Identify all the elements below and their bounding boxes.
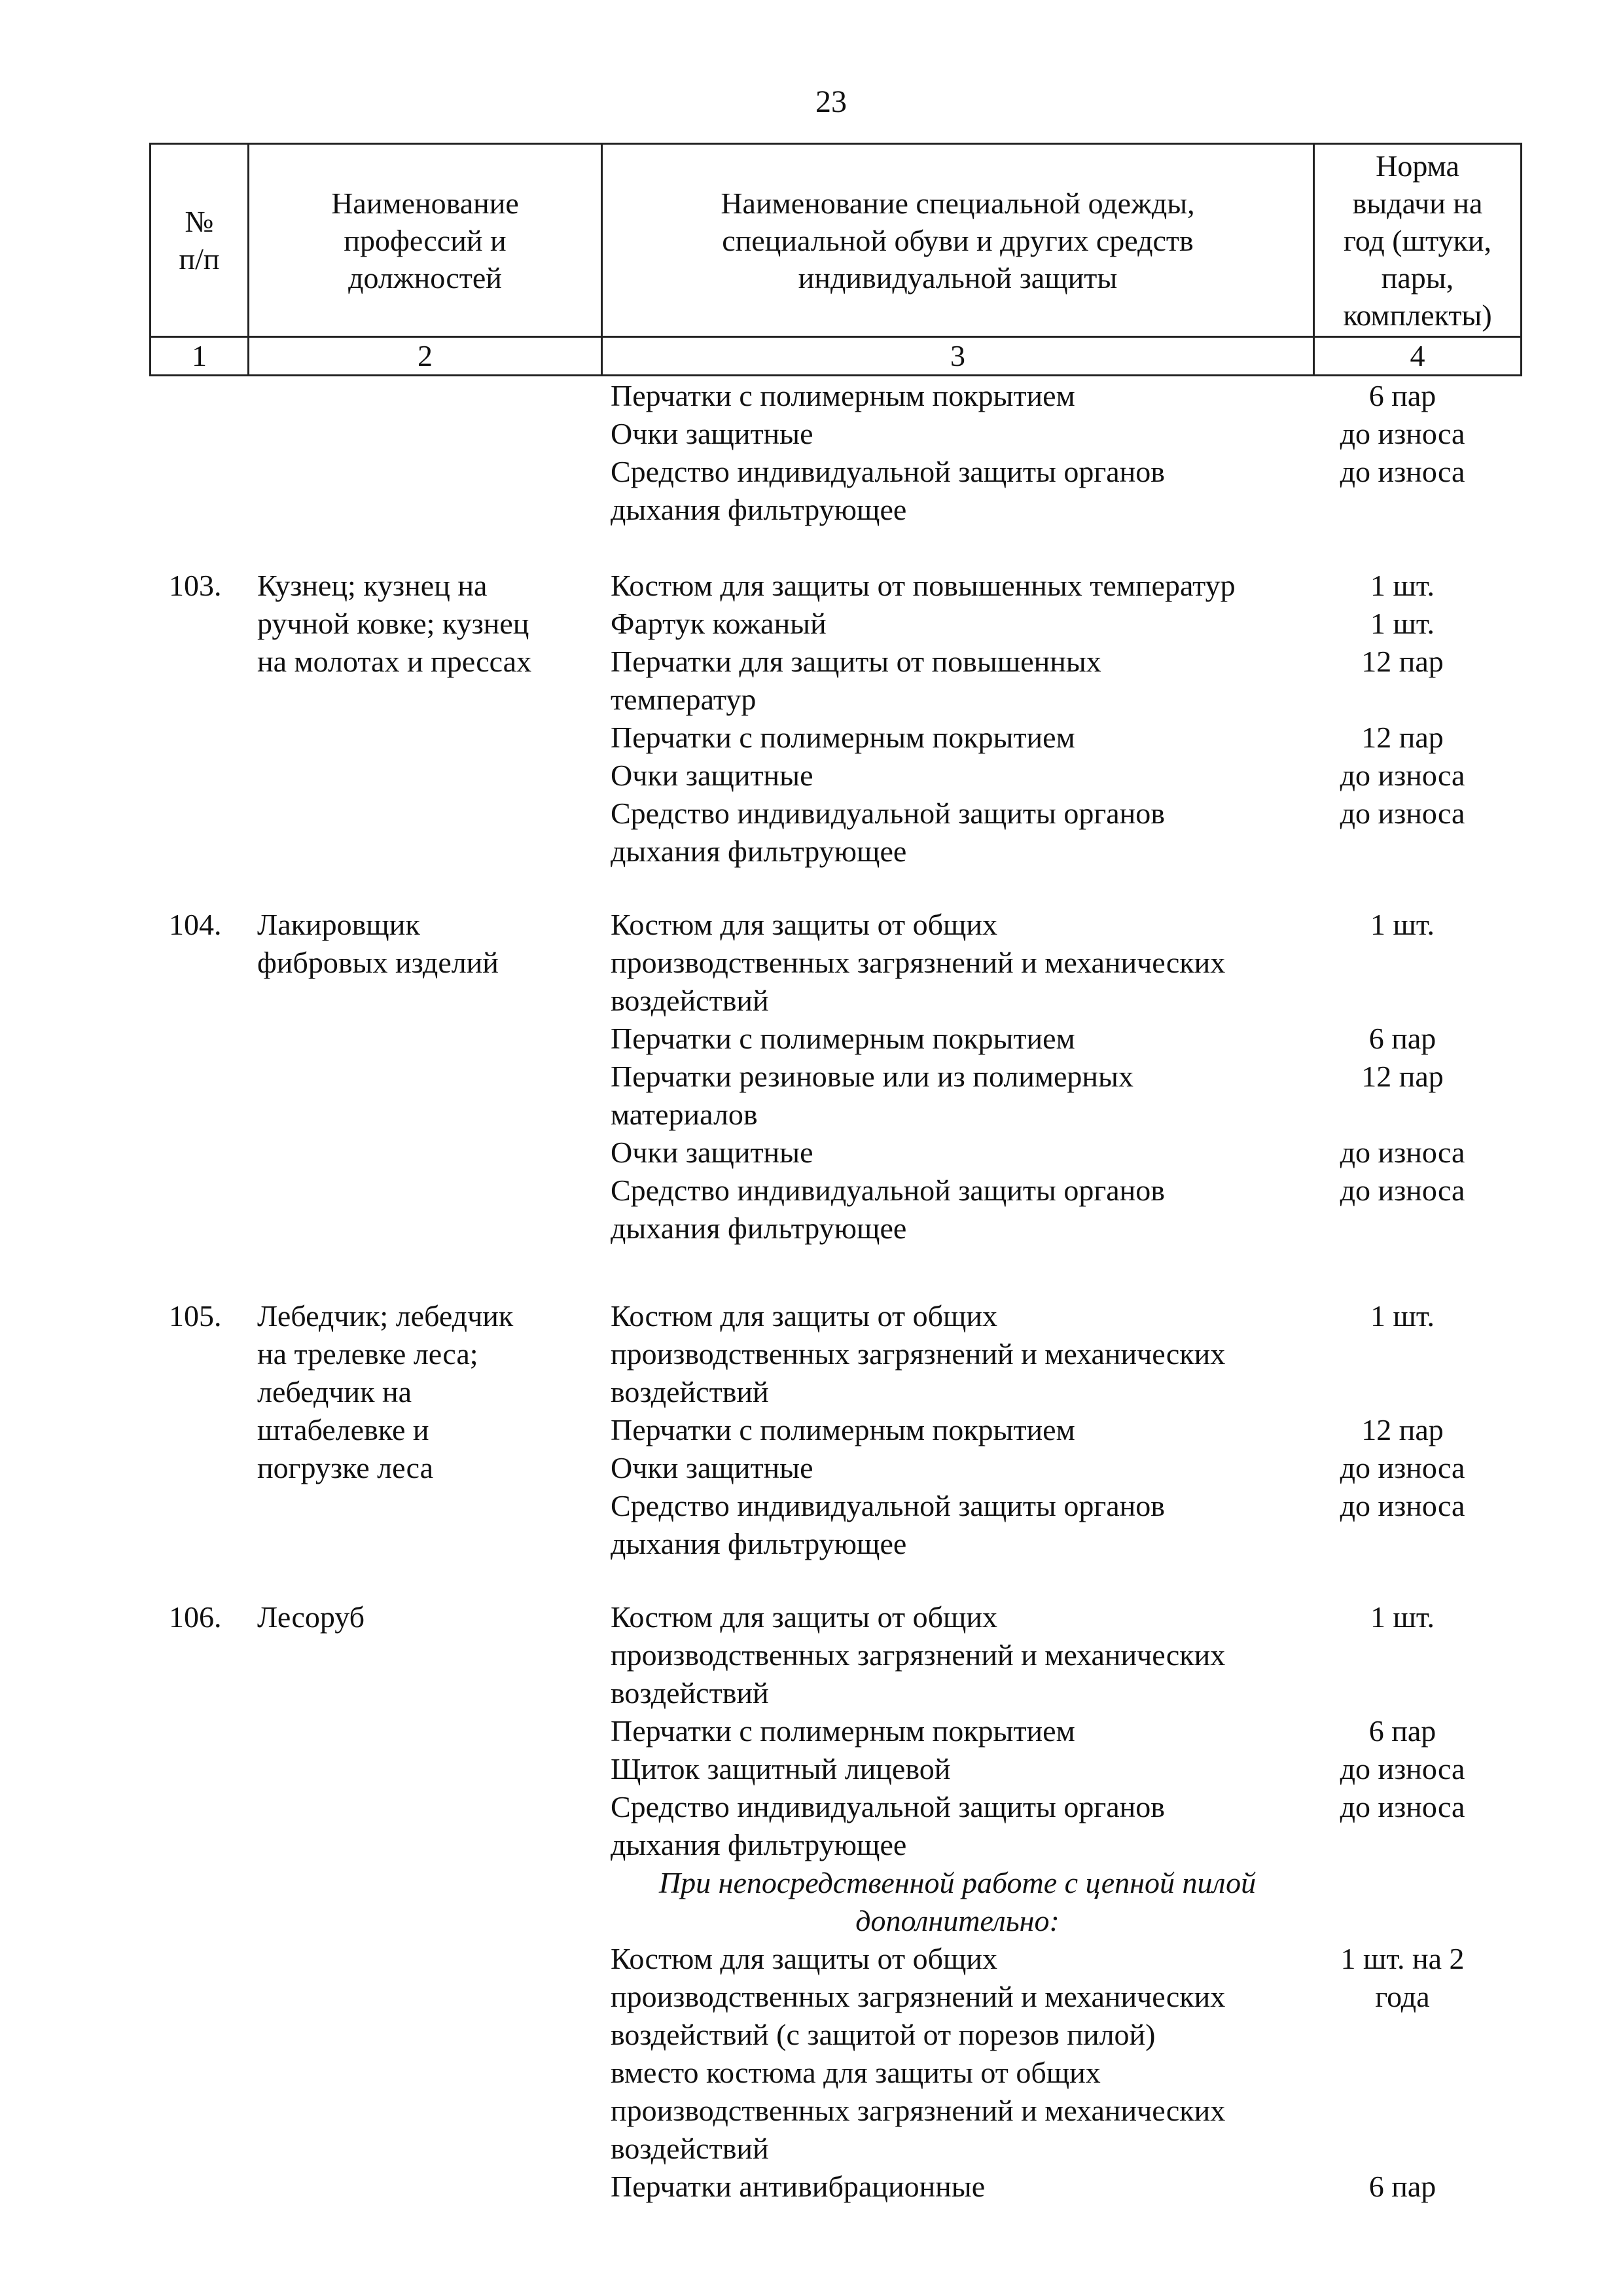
issue-norm: до износа: [1340, 1451, 1465, 1484]
issue-norm: 6 пар: [1368, 1714, 1436, 1748]
equipment-name-line: Средство индивидуальной защиты органов: [611, 1174, 1165, 1207]
equipment-name: [611, 1487, 1304, 1563]
equipment-name-line: Средство индивидуальной защиты органов: [611, 797, 1165, 830]
equipment-name: [611, 453, 1304, 529]
equipment-item: [611, 1297, 1527, 1411]
issue-norm: 12 пар: [1361, 1413, 1444, 1446]
equipment-name-line: Перчатки для защиты от повышенных: [611, 645, 1101, 678]
issue-norm: до износа: [1340, 1752, 1465, 1785]
equipment-name: [611, 377, 1304, 415]
issue-norm: 6 пар: [1368, 379, 1436, 412]
profession-line: лебедчик на: [257, 1375, 412, 1408]
equipment-name-line: Перчатки антивибрационные: [611, 2170, 986, 2203]
equipment-name-line: Средство индивидуальной защиты органов: [611, 1790, 1165, 1823]
equipment-item: [611, 1449, 1527, 1487]
issue-norm: до износа: [1340, 417, 1465, 450]
equipment-name-line: вместо костюма для защиты от общих: [611, 2056, 1101, 2089]
equipment-name-line: воздействий: [611, 984, 769, 1017]
equipment-name-line: дыхания фильтрующее: [611, 1527, 907, 1560]
issue-norm: [1304, 1940, 1501, 2168]
equipment-name-line: дыхания фильтрующее: [611, 1828, 907, 1861]
equipment-list: [611, 567, 1527, 870]
issue-norm: 12 пар: [1361, 1060, 1444, 1093]
profession-line: штабелевке и: [257, 1413, 429, 1446]
equipment-item: [611, 2168, 1527, 2206]
issue-norm: до износа: [1340, 455, 1465, 488]
issue-norm: до износа: [1340, 1489, 1465, 1522]
equipment-name: [611, 1172, 1304, 1247]
profession-line: Лебедчик; лебедчик: [257, 1299, 514, 1333]
equipment-item: [611, 1788, 1527, 1864]
issue-norm-line: года: [1375, 1980, 1430, 2013]
issue-norm: 12 пар: [1361, 721, 1444, 754]
issue-norm: 1 шт.: [1370, 908, 1435, 941]
equipment-name-line: Очки защитные: [611, 759, 813, 792]
profession-name: [257, 1598, 597, 1636]
row-number: 105.: [169, 1299, 222, 1333]
equipment-item: [611, 906, 1527, 1020]
condition-note: [611, 1864, 1304, 1940]
profession-line: на трелевке леса;: [257, 1337, 478, 1371]
profession-line: на молотах и прессах: [257, 645, 532, 678]
equipment-name-line: дыхания фильтрующее: [611, 1211, 907, 1245]
equipment-name: [611, 1712, 1304, 1750]
equipment-name: [611, 643, 1304, 719]
equipment-name-line: материалов: [611, 1098, 758, 1131]
equipment-name-line: воздействий: [611, 1375, 769, 1408]
equipment-item: [611, 1411, 1527, 1449]
equipment-name-line: производственных загрязнений и механических: [611, 2094, 1226, 2127]
equipment-list: [611, 377, 1527, 529]
equipment-name: [611, 1940, 1304, 2168]
table-header: [149, 143, 1522, 376]
equipment-name: [611, 415, 1304, 453]
equipment-name-line: Перчатки с полимерным покрытием: [611, 379, 1075, 412]
equipment-name: [611, 906, 1304, 1020]
profession-line: фибровых изделий: [257, 946, 499, 979]
equipment-name-line: Костюм для защиты от общих: [611, 1600, 998, 1634]
equipment-name-line: Костюм для защиты от общих: [611, 1299, 998, 1333]
equipment-item: [611, 377, 1527, 415]
header-num-4: 4: [1314, 337, 1522, 376]
equipment-name: [611, 1134, 1304, 1172]
equipment-item: [611, 1058, 1527, 1134]
row-number: 103.: [169, 569, 222, 602]
equipment-item: [611, 453, 1527, 529]
equipment-name-line: производственных загрязнений и механических: [611, 1980, 1226, 2013]
profession-line: погрузке леса: [257, 1451, 434, 1484]
issue-norm: 1 шт.: [1370, 569, 1435, 602]
equipment-name: [611, 1598, 1304, 1712]
equipment-name-line: дыхания фильтрующее: [611, 834, 907, 868]
equipment-name-line: Щиток защитный лицевой: [611, 1752, 951, 1785]
equipment-item: [611, 567, 1527, 605]
issue-norm-line: 1 шт. на 2: [1340, 1942, 1465, 1975]
equipment-name: [611, 719, 1304, 757]
equipment-item: [611, 1712, 1527, 1750]
equipment-item: [611, 643, 1527, 719]
issue-norm: 1 шт.: [1370, 1299, 1435, 1333]
equipment-name-line: дыхания фильтрующее: [611, 493, 907, 526]
header-col-norm: Норма выдачи на год (штуки, пары, комплекты): [1314, 144, 1522, 337]
profession-line: Лакировщик: [257, 908, 420, 941]
equipment-name: [611, 1058, 1304, 1134]
equipment-name-line: Перчатки с полимерным покрытием: [611, 721, 1075, 754]
header-col-number: № п/п: [151, 144, 249, 337]
equipment-name: [611, 1750, 1304, 1788]
issue-norm: до износа: [1340, 797, 1465, 830]
equipment-name-line: производственных загрязнений и механических: [611, 1337, 1226, 1371]
equipment-name: [611, 567, 1304, 605]
equipment-name-line: Фартук кожаный: [611, 607, 827, 640]
equipment-item: [611, 415, 1527, 453]
profession-name: [257, 1297, 597, 1487]
equipment-item: [611, 1134, 1527, 1172]
header-col-profession: Наименование профессий и должностей: [249, 144, 602, 337]
equipment-item: [611, 1487, 1527, 1563]
row-number: 106.: [169, 1600, 222, 1634]
equipment-name-line: Костюм для защиты от повышенных температур: [611, 569, 1236, 602]
equipment-name-line: Очки защитные: [611, 1136, 813, 1169]
equipment-name-line: Перчатки резиновые или из полимерных: [611, 1060, 1133, 1093]
equipment-name: [611, 1020, 1304, 1058]
equipment-name-line: Средство индивидуальной защиты органов: [611, 455, 1165, 488]
equipment-name-line: Средство индивидуальной защиты органов: [611, 1489, 1165, 1522]
equipment-item: [611, 1598, 1527, 1712]
equipment-item: [611, 1172, 1527, 1247]
equipment-name: [611, 757, 1304, 795]
issue-norm: до износа: [1340, 1790, 1465, 1823]
row-number: 104.: [169, 908, 222, 941]
equipment-name: [611, 2168, 1304, 2206]
equipment-list: [611, 1297, 1527, 1563]
profession-name: [257, 567, 597, 681]
equipment-name-line: Костюм для защиты от общих: [611, 908, 998, 941]
equipment-name: [611, 1297, 1304, 1411]
equipment-item: [611, 605, 1527, 643]
header-num-3: 3: [602, 337, 1314, 376]
equipment-name: [611, 1788, 1304, 1864]
equipment-name-line: воздействий (с защитой от порезов пилой): [611, 2018, 1156, 2051]
issue-norm: 1 шт.: [1370, 1600, 1435, 1634]
condition-note-line: дополнительно:: [855, 1904, 1060, 1937]
equipment-name-line: Перчатки с полимерным покрытием: [611, 1714, 1075, 1748]
profession-line: Лесоруб: [257, 1600, 365, 1634]
issue-norm: 6 пар: [1368, 2170, 1436, 2203]
equipment-name: [611, 605, 1304, 643]
equipment-name-line: воздействий: [611, 2132, 769, 2165]
equipment-name-line: Перчатки с полимерным покрытием: [611, 1022, 1075, 1055]
equipment-list: [611, 1598, 1527, 2206]
issue-norm: 12 пар: [1361, 645, 1444, 678]
equipment-name: [611, 795, 1304, 870]
equipment-name-line: Очки защитные: [611, 417, 813, 450]
header-num-2: 2: [249, 337, 602, 376]
equipment-name-line: Очки защитные: [611, 1451, 813, 1484]
equipment-name: [611, 1449, 1304, 1487]
profession-line: Кузнец; кузнец на: [257, 569, 488, 602]
equipment-name-line: Костюм для защиты от общих: [611, 1942, 998, 1975]
equipment-name-line: производственных загрязнений и механических: [611, 946, 1226, 979]
issue-norm: 1 шт.: [1370, 607, 1435, 640]
header-col-equipment: Наименование специальной одежды, специальной обуви и других средств индивидуальной защиты: [602, 144, 1314, 337]
equipment-item: [611, 757, 1527, 795]
equipment-item: [611, 719, 1527, 757]
issue-norm: до износа: [1340, 1174, 1465, 1207]
equipment-item: [611, 1020, 1527, 1058]
equipment-item: [611, 1750, 1527, 1788]
profession-name: [257, 906, 597, 982]
page-number: 23: [815, 84, 847, 119]
equipment-item: [611, 1940, 1527, 2168]
equipment-name-line: воздействий: [611, 1676, 769, 1710]
condition-note-line: При непосредственной работе с цепной пилой: [658, 1866, 1257, 1899]
issue-norm: 6 пар: [1368, 1022, 1436, 1055]
issue-norm: до износа: [1340, 1136, 1465, 1169]
equipment-name-line: Перчатки с полимерным покрытием: [611, 1413, 1075, 1446]
profession-line: ручной ковке; кузнец: [257, 607, 529, 640]
equipment-list: [611, 906, 1527, 1247]
equipment-item: [611, 795, 1527, 870]
equipment-name: [611, 1411, 1304, 1449]
header-num-1: 1: [151, 337, 249, 376]
issue-norm: до износа: [1340, 759, 1465, 792]
equipment-name-line: температур: [611, 683, 757, 716]
equipment-name-line: производственных загрязнений и механических: [611, 1638, 1226, 1672]
